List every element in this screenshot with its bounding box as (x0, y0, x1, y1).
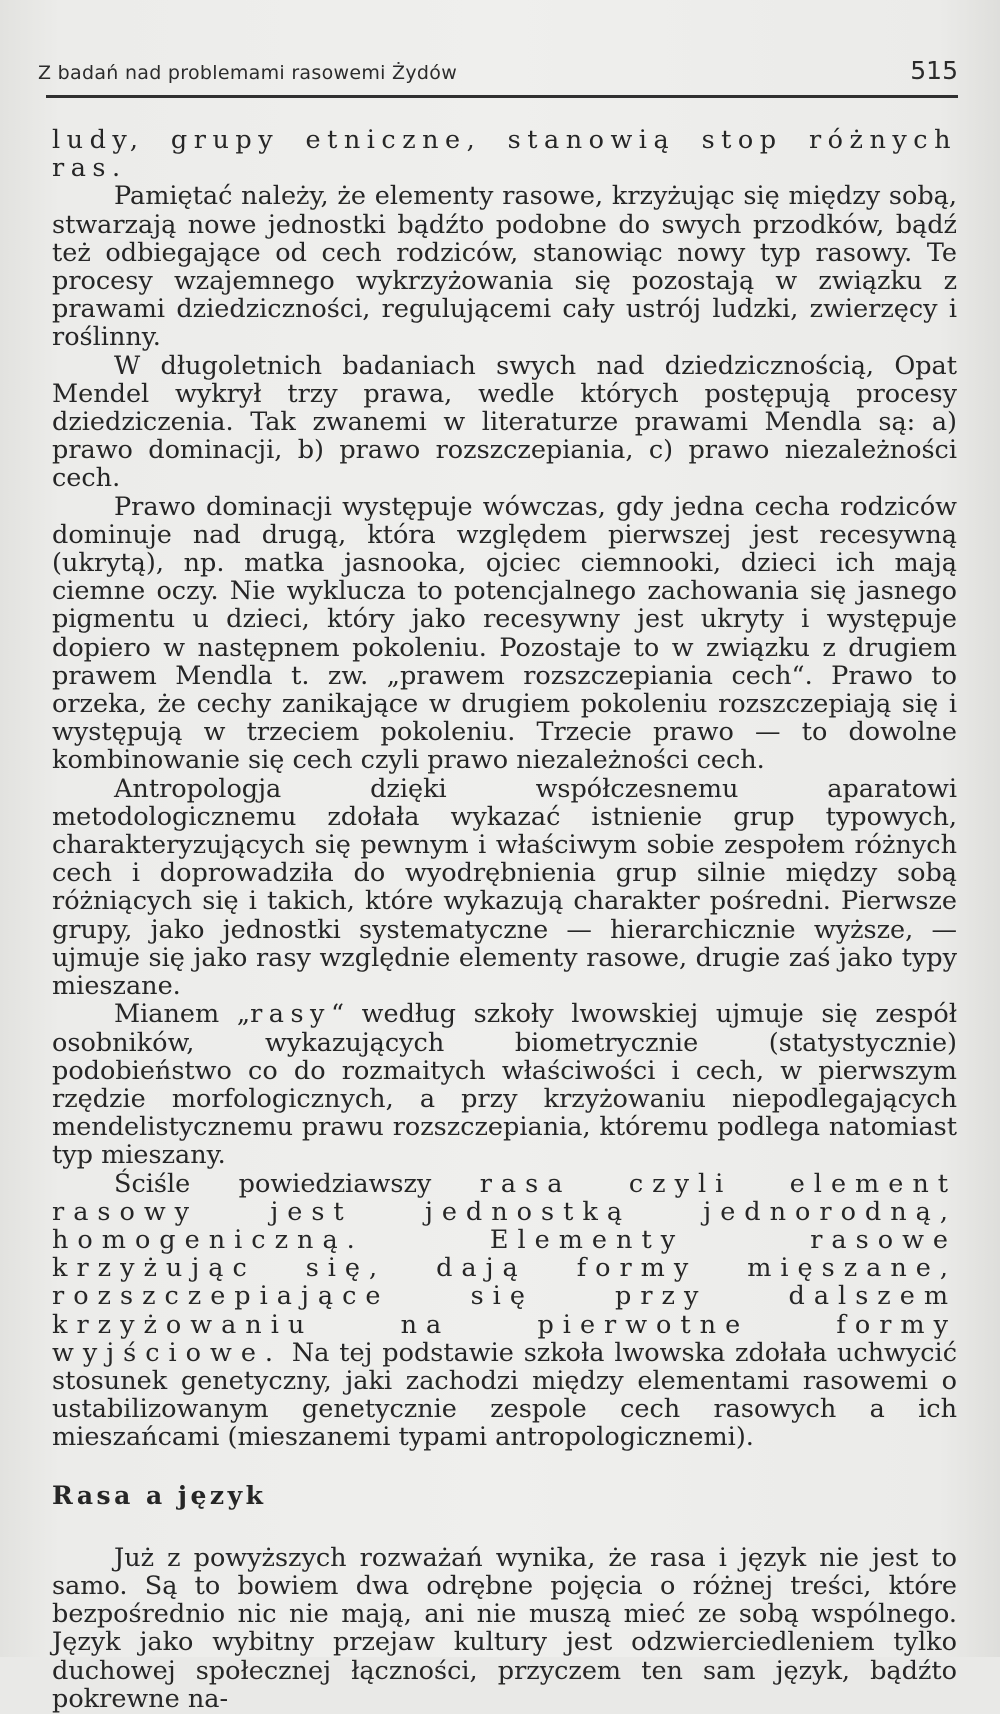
running-head (38, 56, 958, 92)
paragraph-rasy-definition (52, 1000, 957, 1169)
paragraph: Pamiętać należy, że elementy rasowe, krzyżując się między sobą, stwarzają nowe jednostki bądźto podobne do swych przodków, bądź też odbiegające od cech rodziców, stanowiąc nowy typ rasowy. Te procesy wzajemnego wykrzyżowania się pozostają w związku z prawami dziedziczności, regulującemi cały ustrój ludzki, zwierzęcy i roślinny. (52, 181, 957, 353)
header-rule (46, 95, 958, 98)
paragraph-continuation: ludy, grupy etniczne, stanowią stop różnych ras. (52, 125, 957, 184)
body-text (52, 126, 957, 1713)
text-run: Na tej podstawie szkoła lwowska zdołała uchwycić stosunek genetyczny, jaki zachodzi między elementami rasowemi o ustabilizowanym genetycznie zespole cech rasowych a ich mieszańcami (mieszanemi typami antropologicznemi). (52, 1337, 957, 1453)
spaced-emphasis: rasa czyli element rasowy jest jednostką jednorodną, homogeniczną. Elementy rasowe krzyżując się, dają formy mięszane, rozszczepiające się przy dalszem krzyżowaniu na pierwotne formy wyjściowe. (52, 1168, 957, 1368)
text-run: Ściśle powiedziawszy (114, 1168, 432, 1199)
running-title: Z badań nad problemami rasowemi Żydów (38, 62, 458, 84)
page-number: 515 (910, 56, 958, 85)
spaced-term: rasy (250, 999, 331, 1030)
paragraph: Prawo dominacji występuje wówczas, gdy jedna cecha rodziców dominuje nad drugą, która względem pierwszej jest recesywną (ukrytą), np. matka jasnooka, ojciec ciemnooki, dzieci ich mają ciemne oczy. Nie wyklucza to potencjalnego zachowania się jasnego pigmentu u dzieci, który jako recesywny jest ukryty i występuje dopiero w następnem pokoleniu. Pozostaje to w związku z drugiem prawem Mendla t. zw. „prawem rozszczepiania cech“. Prawo to orzeka, że cechy zanikające w drugiem pokoleniu rozszczepiają się i występują w trzeciem pokoleniu. Trzecie prawo — to dowolne kombinowanie się cech czyli prawo niezależności cech. (52, 491, 957, 776)
paragraph: Już z powyższych rozważań wynika, że rasa i język nie jest to samo. Są to bowiem dwa odrębne pojęcia o różnej treści, które bezpośrednio nic nie mają, ani nie muszą mieć ze sobą wspólnego. Język jako wybitny przejaw kultury jest odzwierciedleniem tylko duchowej społecznej łączności, przyczem ten sam język, bądźto pokrewne na- (52, 1542, 957, 1714)
paragraph-homogeneity (52, 1170, 957, 1452)
section-heading: Rasa a język (52, 1480, 267, 1510)
paragraph: Antropologja dzięki współczesnemu aparatowi metodologicznemu zdołała wykazać istnienie grup typowych, charakteryzujących się pewnym i właściwym sobie zespołem różnych cech i doprowadziła do wyodrębnienia grup silnie między sobą różniących się i takich, które wykazują charakter pośredni. Pierwsze grupy, jako jednostki systematyczne — hierarchicznie wyższe, — ujmuje się jako rasy względnie elementy rasowe, drugie zaś jako typy mieszane. (52, 773, 957, 1002)
text-run: “ według szkoły lwowskiej ujmuje się zespół osobników, wykazujących biometrycznie (statystycznie) podobieństwo co do rozmaitych właściwości i cech, w pierwszym rzędzie morfologicznych, a przy krzyżowaniu niepodlegających mendelistycznemu prawu rozszczepiania, któremu podlega natomiast typ mieszany. (52, 999, 957, 1171)
paragraph: W długoletnich badaniach swych nad dziedzicznością, Opat Mendel wykrył trzy prawa, wedle których postępują procesy dziedziczenia. Tak zwanemi w literaturze prawami Mendla są: a) prawo dominacji, b) prawo rozszczepiania, c) prawo niezależności cech. (52, 350, 957, 494)
text-run: Mianem „ (114, 999, 251, 1030)
